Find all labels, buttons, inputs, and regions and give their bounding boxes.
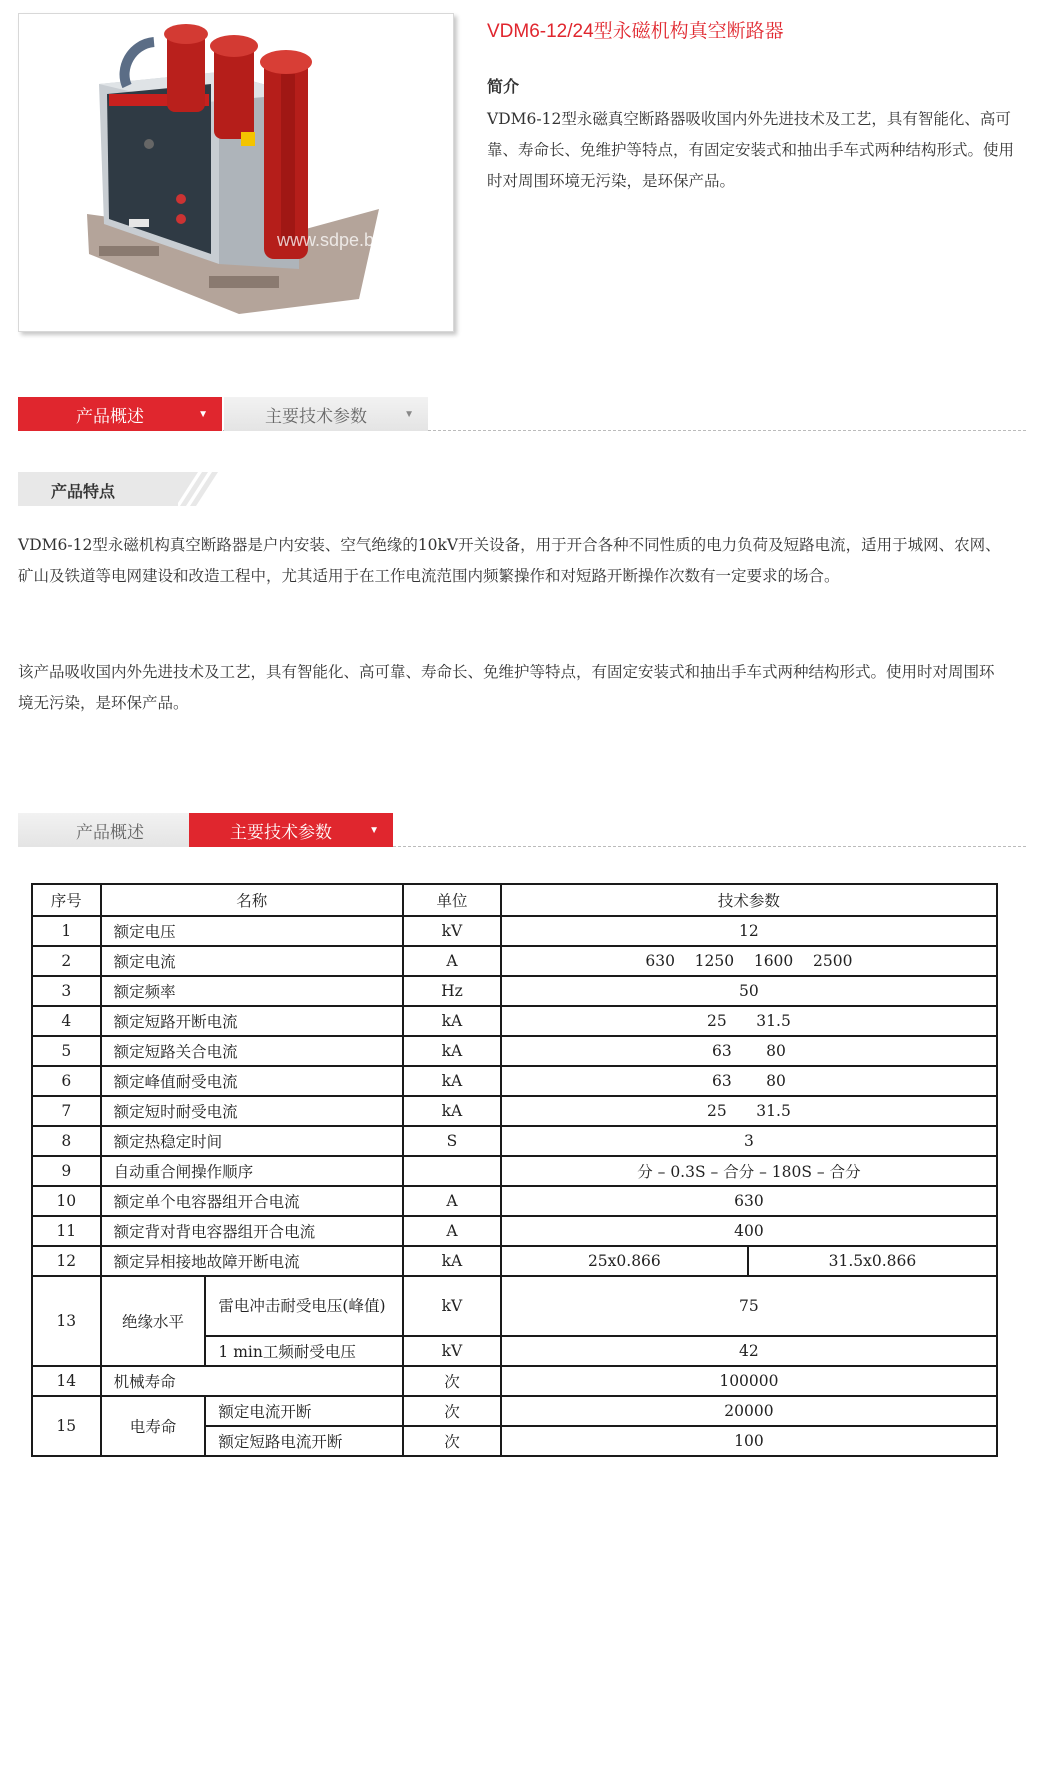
table-cell: 自动重合闸操作顺序 [101,1156,403,1186]
table-cell: 25 31.5 [501,1006,997,1036]
table-row [32,1156,997,1186]
table-cell: 63 80 [501,1066,997,1096]
table-cell: 额定电流 [101,946,403,976]
features-paragraph-1: VDM6-12型永磁机构真空断路器是户内安装、空气绝缘的10kV开关设备，用于开合各种不同性质的电力负荷及短路电流，适用于城网、农网、矿山及铁道等电网建设和改造工程中，尤其适用于在工作电流范围内频繁操作和对短路开断操作次数有一定要求的场合。 [18,536,1001,585]
spec-table [31,883,998,1457]
image-watermark: www.sdpe.biz [277,230,388,250]
tab-overview-label: 产品概述 [76,406,144,426]
table-row [32,1066,997,1096]
table-row [32,1036,997,1066]
tab-tech-params[interactable] [189,813,393,847]
table-cell: 额定电流开断 [205,1396,403,1426]
tab-bar-top [18,397,1026,432]
table-cell: 100000 [501,1366,997,1396]
table-cell: 分 – 0.3S – 合分 – 180S – 合分 [501,1156,997,1186]
table-cell: kA [403,1246,501,1276]
table-cell: 额定热稳定时间 [101,1126,403,1156]
table-cell: 7 [32,1096,101,1126]
table-header-row [32,884,997,916]
table-cell: 13 [32,1276,101,1366]
chevron-down-icon: ▼ [369,825,379,836]
table-cell: 75 [501,1276,997,1336]
table-cell: 电寿命 [101,1396,206,1456]
table-row [32,946,997,976]
table-cell: 42 [501,1336,997,1366]
table-row [32,1246,997,1276]
table-cell: kA [403,1036,501,1066]
tab-overview-label: 产品概述 [76,822,144,842]
table-row [32,1126,997,1156]
table-cell: 额定短路电流开断 [205,1426,403,1456]
table-cell: 63 80 [501,1036,997,1066]
table-cell: 4 [32,1006,101,1036]
table-cell: 8 [32,1126,101,1156]
table-cell: 400 [501,1216,997,1246]
table-cell: 额定短路开断电流 [101,1006,403,1036]
table-row [32,1276,997,1336]
table-cell: kA [403,1066,501,1096]
table-cell: 25x0.866 [501,1246,748,1276]
table-cell: 额定短时耐受电流 [101,1096,403,1126]
table-cell: 雷电冲击耐受电压(峰值) [205,1276,403,1336]
table-cell [403,1156,501,1186]
product-image [18,13,454,332]
table-cell: 2 [32,946,101,976]
table-cell: 10 [32,1186,101,1216]
table-cell: 31.5x0.866 [748,1246,997,1276]
table-cell: S [403,1126,501,1156]
table-cell: A [403,946,501,976]
table-cell: 次 [403,1366,501,1396]
intro-text: VDM6-12型永磁真空断路器吸收国内外先进技术及工艺，具有智能化、高可靠、寿命长、免维护等特点，有固定安装式和抽出手车式两种结构形式。使用时对周围环境无污染，是环保产品。 [487,110,1015,190]
tab-bar-bottom [18,813,1026,848]
table-cell: kA [403,1006,501,1036]
table-row [32,1216,997,1246]
header-value: 技术参数 [501,884,997,916]
table-row [32,1396,997,1426]
table-cell: kA [403,1096,501,1126]
table-row [32,976,997,1006]
table-cell: A [403,1186,501,1216]
tab-tech-params[interactable] [224,397,428,431]
table-cell: kV [403,1276,501,1336]
features-paragraph-2: 该产品吸收国内外先进技术及工艺，具有智能化、高可靠、寿命长、免维护等特点，有固定安装式和抽出手车式两种结构形式。使用时对周围环境无污染，是环保产品。 [18,663,995,712]
table-cell: 630 1250 1600 2500 [501,946,997,976]
header-name: 名称 [101,884,403,916]
table-row [32,1366,997,1396]
features-heading-label: 产品特点 [51,482,116,501]
table-cell: 25 31.5 [501,1096,997,1126]
header-unit: 单位 [403,884,501,916]
table-cell: 11 [32,1216,101,1246]
table-cell: 20000 [501,1396,997,1426]
table-cell: Hz [403,976,501,1006]
table-cell: 额定峰值耐受电流 [101,1066,403,1096]
table-cell: A [403,1216,501,1246]
table-cell: kV [403,916,501,946]
table-cell: 14 [32,1366,101,1396]
table-cell: 额定背对背电容器组开合电流 [101,1216,403,1246]
table-cell: 额定异相接地故障开断电流 [101,1246,403,1276]
table-row [32,916,997,946]
table-cell: 9 [32,1156,101,1186]
table-row [32,1096,997,1126]
table-cell: 12 [501,916,997,946]
table-cell: kV [403,1336,501,1366]
table-cell: 50 [501,976,997,1006]
intro-heading: 简介 [487,77,520,96]
table-cell: 绝缘水平 [101,1276,206,1366]
tab-tech-params-label: 主要技术参数 [230,822,332,842]
chevron-down-icon: ▼ [198,409,208,420]
table-cell: 5 [32,1036,101,1066]
tab-tech-params-label: 主要技术参数 [265,406,367,426]
table-cell: 额定短路关合电流 [101,1036,403,1066]
table-cell: 3 [32,976,101,1006]
table-cell: 额定单个电容器组开合电流 [101,1186,403,1216]
table-cell: 额定频率 [101,976,403,1006]
table-cell: 15 [32,1396,101,1456]
table-cell: 12 [32,1246,101,1276]
product-title: VDM6-12/24型永磁机构真空断路器 [487,21,784,42]
table-cell: 1 min工频耐受电压 [205,1336,403,1366]
table-cell: 1 [32,916,101,946]
chevron-down-icon: ▼ [404,409,414,420]
table-cell: 3 [501,1126,997,1156]
features-heading [18,472,203,506]
header-no: 序号 [32,884,101,916]
table-cell: 次 [403,1396,501,1426]
tab-overview[interactable] [18,397,222,431]
table-row [32,1006,997,1036]
table-cell: 机械寿命 [101,1366,403,1396]
table-cell: 630 [501,1186,997,1216]
table-cell: 100 [501,1426,997,1456]
table-row [32,1186,997,1216]
table-cell: 次 [403,1426,501,1456]
table-cell: 额定电压 [101,916,403,946]
table-cell: 6 [32,1066,101,1096]
